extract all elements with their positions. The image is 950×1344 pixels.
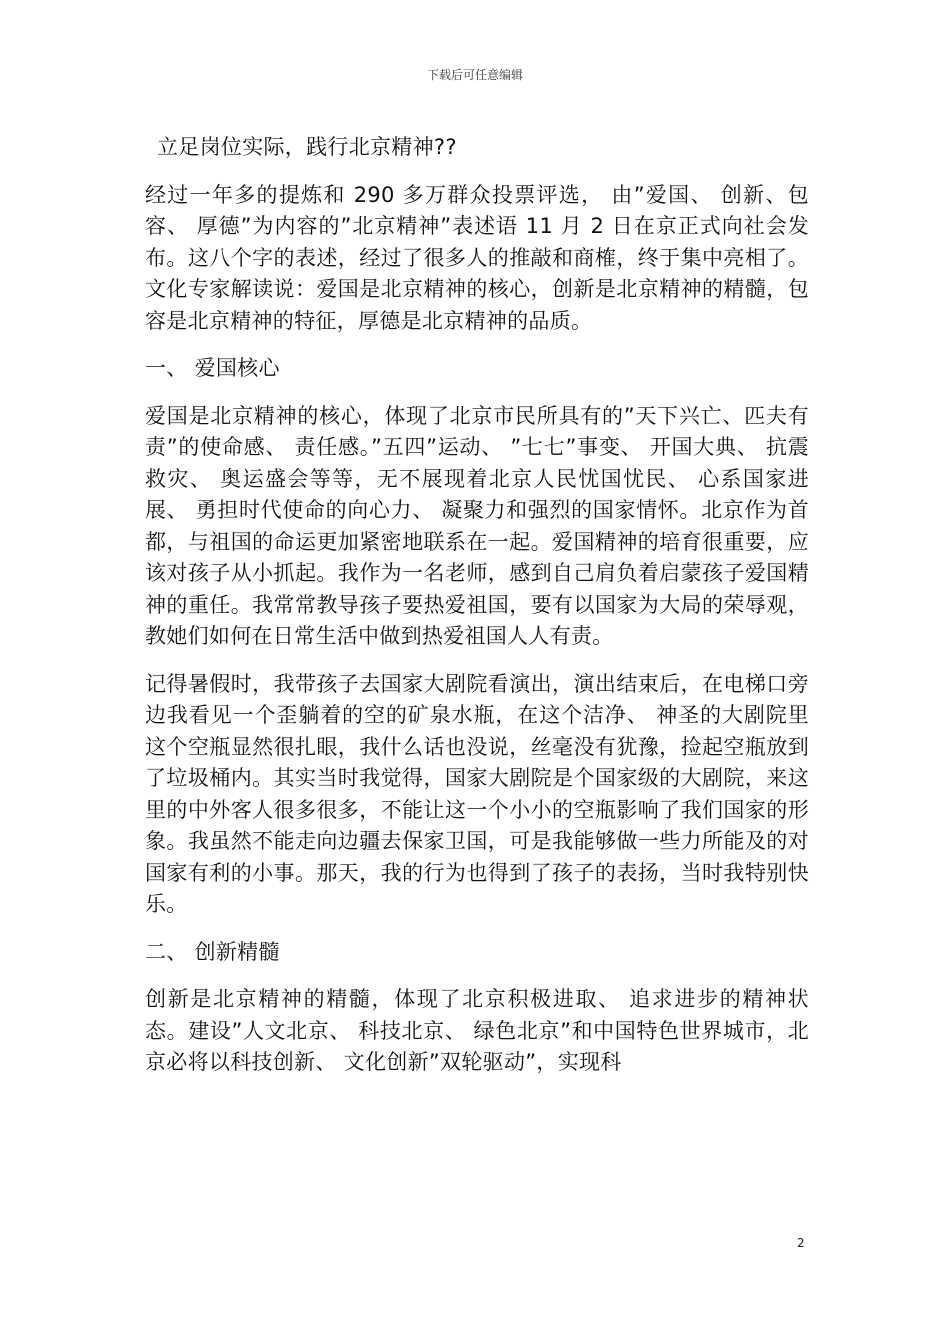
header-note: 下载后可任意编辑 bbox=[426, 68, 523, 82]
document-body bbox=[145, 132, 809, 1095]
section-heading-patriotism: 一、 爱国核心 bbox=[145, 356, 280, 380]
document-title: 立足岗位实际，践行北京精神?? bbox=[157, 135, 457, 159]
section-paragraph: 爱国是北京精神的核心，体现了北京市民所具有的”天下兴亡、匹夫有责”的使命感、 责任感。”五四”运动、 ”七七”事变、 开国大典、 抗震救灾、 奥运盛会等等，无不展现着北京人民忧国忧民、 心系国家进展、 勇担时代使命的向心力、 凝聚力和强烈的国家情怀。北京作为首都，与祖国的命运更加紧密地联系在一起。爱国精神的培育很重要，应该对孩子从小抓起。我作为一名老师，感到自己肩负着启蒙孩子爱国精神的重任。我常常教导孩子要热爱祖国，要有以国家为大局的荣辱观，教她们如何在日常生活中做到热爱祖国人人有责。 bbox=[145, 403, 809, 648]
section-heading-innovation: 二、 创新精髓 bbox=[145, 939, 280, 964]
page-number: 2 bbox=[797, 1236, 805, 1250]
section-paragraph: 创新是北京精神的精髓，体现了北京积极进取、 追求进步的精神状态。建设”人文北京、 科技北京、 绿色北京”和中国特色世界城市，北京必将以科技创新、 文化创新”双轮驱动”，实现科 bbox=[145, 987, 809, 1074]
section-paragraph: 记得暑假时，我带孩子去国家大剧院看演出，演出结束后，在电梯口旁边我看见一个歪躺着的空的矿泉水瓶，在这个洁净、 神圣的大剧院里这个空瓶显然很扎眼，我什么话也没说，丝毫没有犹豫，捡起空瓶放到了垃圾桶内。其实当时我觉得，国家大剧院是个国家级的大剧院，来这里的中外客人很多很多，不能让这一个小小的空瓶影响了我们国家的形象。我虽然不能走向边疆去保家卫国，可是我能够做一些力所能及的对国家有利的小事。那天，我的行为也得到了孩子的表扬，当时我特别快乐。 bbox=[145, 671, 809, 916]
intro-paragraph: 经过一年多的提炼和 290 多万群众投票评选， 由”爱国、 创新、包容、 厚德”为内容的”北京精神”表述语 11 月 2 日在京正式向社会发布。这八个字的表述，经过了很多人的推敲和商榷，终于集中亮相了。文化专家解读说：爱国是北京精神的核心，创新是北京精神的精髓，包容是北京精神的特征，厚德是北京精神的品质。 bbox=[145, 182, 809, 333]
